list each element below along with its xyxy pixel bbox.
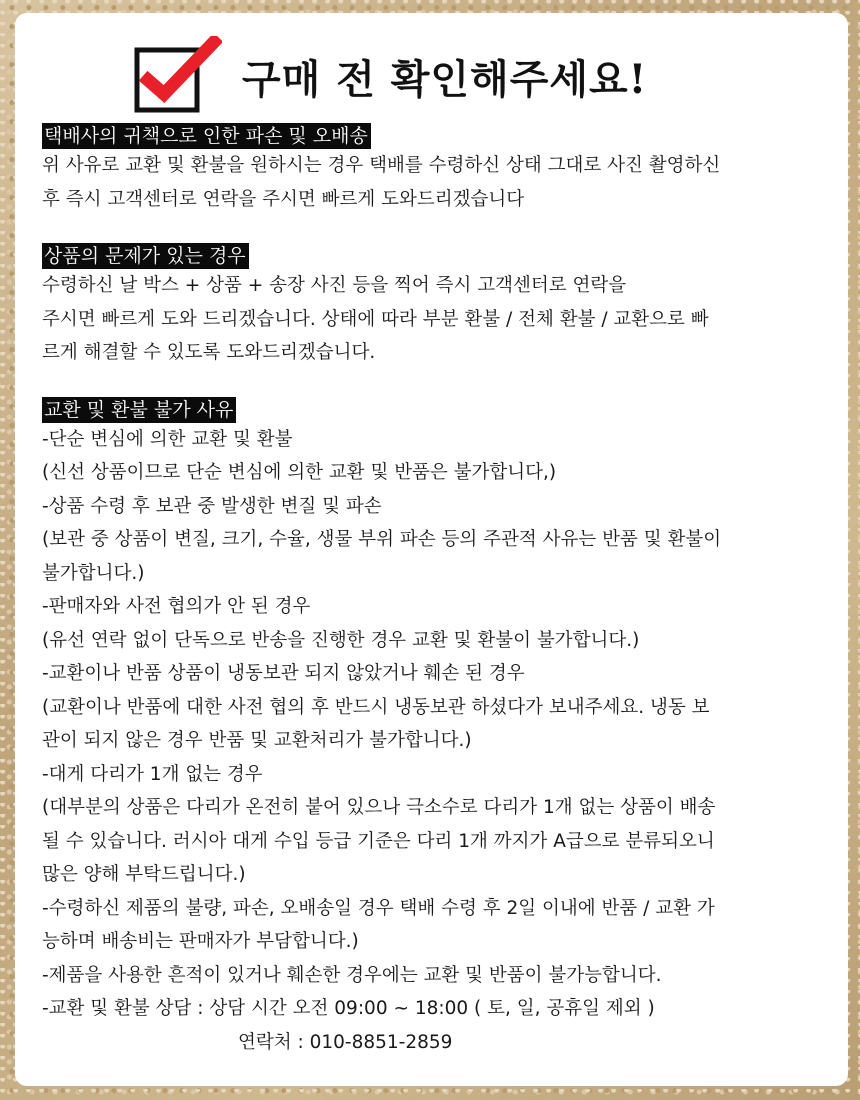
notice-card [15,13,848,1086]
list-item: (보관 중 상품이 변질, 크기, 수율, 생물 부위 파손 등의 주관적 사유는 반품 및 환불이 [42,529,722,550]
list-item: -교환이나 반품 상품이 냉동보관 되지 않았거나 훼손 된 경우 [42,663,525,684]
list-item: 많은 양해 부탁드립니다.) [42,864,246,885]
section-courier-damage [42,123,848,216]
list-item: -교환 및 환불 상담 : 상담 시간 오전 09:00 ~ 18:00 ( 토, 일, 공휴일 제외 ) [42,998,655,1019]
section-line: 주시면 빠르게 도와 드리겠습니다. 상태에 따라 부분 환불 / 전체 환불 / 교환으로 빠 [42,308,709,330]
section-line: 수령하신 날 박스 + 상품 + 송장 사진 등을 찍어 즉시 고객센터로 연락을 [42,275,627,296]
list-item: -제품을 사용한 흔적이 있거나 훼손한 경우에는 교환 및 반품이 불가능합니다. [42,964,662,986]
list-item: (유선 연락 없이 단독으로 반송을 진행한 경우 교환 및 환불이 불가합니다.) [42,629,640,651]
section-heading: 택배사의 귀책으로 인한 파손 및 오배송 [42,123,371,149]
section-line: 후 즉시 고객센터로 연락을 주시면 빠르게 도와드리겠습니다 [42,188,525,210]
list-item: -단순 변심에 의한 교환 및 환불 [42,428,293,450]
list-item: 능하며 배송비는 판매자가 부담합니다.) [42,931,359,952]
checkbox-checked-icon [134,36,222,116]
section-line: 위 사유로 교환 및 환불을 원하시는 경우 택배를 수령하신 상태 그대로 사진 촬영하신 [42,155,721,176]
list-item: (대부분의 상품은 다리가 온전히 붙어 있으나 극소수로 다리가 1개 없는 상품이 배송 [42,797,716,818]
list-item: 불가합니다.) [42,562,145,584]
page-title: 구매 전 확인해주세요! [242,55,648,103]
contact-phone: 연락처 : 010-8851-2859 [238,1031,453,1053]
list-item: 될 수 있습니다. 러시아 대게 수입 등급 기준은 다리 1개 까지가 A급으로 분류되오니 [42,830,715,852]
section-product-issue [42,243,848,370]
section-heading: 교환 및 환불 불가 사유 [42,397,236,423]
list-item: (신선 상품이므로 단순 변심에 의한 교환 및 반품은 불가합니다,) [42,462,557,483]
list-item: 관이 되지 않은 경우 반품 및 교환처리가 불가합니다.) [42,730,472,751]
list-item: -상품 수령 후 보관 중 발생한 변질 및 파손 [42,495,382,517]
notice-header [134,31,848,121]
list-item: -판매자와 사전 협의가 안 된 경우 [42,596,311,617]
list-item: (교환이나 반품에 대한 사전 협의 후 반드시 냉동보관 하셨다가 보내주세요. 냉동 보 [42,696,710,718]
list-item: -수령하신 제품의 불량, 파손, 오배송일 경우 택배 수령 후 2일 이내에 반품 / 교환 가 [42,897,715,919]
section-heading: 상품의 문제가 있는 경우 [42,243,249,269]
section-no-refund [42,397,848,1059]
list-item: -대게 다리가 1개 없는 경우 [42,763,263,785]
section-line: 르게 해결할 수 있도록 도와드리겠습니다. [42,342,376,363]
